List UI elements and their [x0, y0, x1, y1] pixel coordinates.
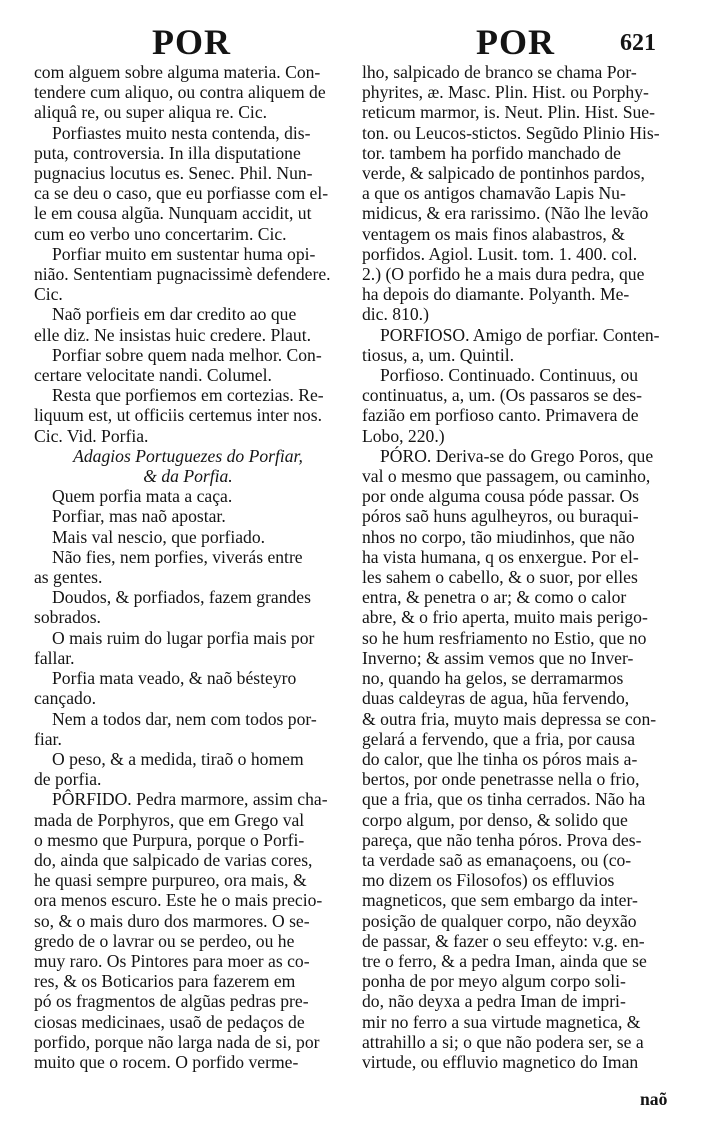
text-line: duas caldeyras de agua, hũa fervendo,: [362, 688, 630, 709]
text-line: ventagem os mais finos alabastros, &: [362, 223, 625, 244]
text-line: Inverno; & assim vemos que no Inver-: [362, 647, 634, 668]
text-line: sobrados.: [34, 607, 101, 628]
text-line: Porfiastes muito nesta contenda, dis-: [52, 122, 311, 143]
text-line: tor. tambem ha porfido manchado de: [362, 142, 621, 163]
text-line: PÓRO. Deriva-se do Grego Poros, que: [380, 445, 654, 466]
text-line: póros saõ huns agulheyros, ou buraqui-: [362, 506, 639, 527]
text-line: de passar, & fazer o seu effeyto: v.g. en-: [362, 930, 645, 951]
text-line: do, não deyxa a pedra Iman de impri-: [362, 991, 626, 1012]
text-line: nião. Sententiam pugnacissimè defendere.: [34, 264, 331, 285]
text-line: muy raro. Os Pintores para moer as co-: [34, 950, 310, 971]
catchword: naõ: [640, 1089, 668, 1109]
text-line: ta verdade saõ as emanaçoens, ou (co-: [362, 849, 632, 870]
text-line: entra, & penetra o ar; & como o calor: [362, 587, 627, 608]
text-line: verde, & salpicado de pontinhos pardos,: [362, 163, 645, 184]
text-line: reticum marmor, is. Neut. Plin. Hist. Sue-: [362, 102, 655, 123]
text-line: ponha de por meyo algum corpo soli-: [362, 971, 626, 992]
text-line: Mais val nescio, que porfiado.: [52, 526, 266, 547]
page-number: 621: [620, 30, 656, 56]
text-line: do, ainda que salpicado de varias cores,: [34, 849, 313, 870]
text-line: certare velocitate nandi. Columel.: [34, 365, 272, 386]
text-line: liquum est, ut officiis certemus inter nos.: [34, 405, 322, 426]
text-line: porfido, porque não larga nada de si, por: [34, 1031, 320, 1052]
text-line: val o mesmo que passagem, ou caminho,: [362, 466, 651, 487]
text-line: virtude, ou effluvio magnetico do Iman: [362, 1051, 639, 1072]
running-head-right: POR: [476, 22, 555, 62]
text-line: elle diz. Ne insistas huic credere. Plaut.: [34, 324, 312, 345]
text-line: fazião em porfioso canto. Primavera de: [362, 405, 639, 426]
text-line: ca se deu o caso, que eu porfiasse com el-: [34, 183, 329, 204]
text-line: gelará a fervendo, que a fria, por causa: [362, 728, 636, 749]
text-line: Cic. Vid. Porfia.: [34, 425, 149, 446]
text-line: pugnacius locutus es. Senec. Phil. Nun-: [34, 163, 313, 184]
text-line: res, & os Boticarios para fazerem em: [34, 971, 296, 992]
text-line: mada de Porphyros, que em Grego val: [34, 809, 305, 830]
text-line: a que os antigos chamavão Lapis Nu-: [362, 183, 626, 204]
left-column: [34, 62, 342, 1072]
text-line: midicus, & era rarissimo. (Não lhe levão: [362, 203, 649, 224]
text-line: tiosus, a, um. Quintil.: [362, 344, 514, 365]
text-line: no, quando ha gelos, se derramarmos: [362, 668, 624, 689]
text-line: nhos no corpo, tão miudinhos, que não: [362, 526, 635, 547]
text-line: PÔRFIDO. Pedra marmore, assim cha-: [52, 789, 328, 810]
text-line: le em cousa algũa. Nunquam accidit, ut: [34, 203, 312, 224]
text-line: do calor, que lhe tinha os póros mais a-: [362, 748, 638, 769]
text-line: Doudos, & porfiados, fazem grandes: [52, 587, 311, 608]
text-line: ora menos escuro. Este he o mais precio-: [34, 890, 323, 911]
text-line: Cic.: [34, 284, 63, 305]
text-line: pó os fragmentos de algũas pedras pre-: [34, 991, 309, 1012]
text-line: fallar.: [34, 647, 75, 668]
text-line: abre, & o frio aperta, muito mais perigo-: [362, 607, 648, 628]
text-line: muito que o rocem. O porfido verme-: [34, 1051, 299, 1072]
text-line: fiar.: [34, 728, 62, 749]
text-line: he quasi sempre purpureo, ora mais, &: [34, 870, 307, 891]
text-line: mir no ferro a sua virtude magnetica, &: [362, 1011, 641, 1032]
text-line: Resta que porfiemos em cortezias. Re-: [52, 385, 324, 406]
text-line: bertos, por onde penetrasse nella o frio,: [362, 769, 640, 790]
text-line: mo dizem os Filosofos) os effluvios: [362, 870, 615, 891]
text-line: pareça, que não tenha póros. Prova des-: [362, 829, 642, 850]
text-line: 2.) (O porfido he a mais dura pedra, que: [362, 264, 645, 285]
text-line: ton. ou Leucos-stictos. Segũdo Plinio His-: [362, 122, 660, 143]
text-line: Lobo, 220.): [362, 425, 445, 446]
text-line: Porfiar sobre quem nada melhor. Con-: [52, 344, 322, 365]
text-line: cum eo verbo uno concertarim. Cic.: [34, 223, 287, 244]
text-line: continuatus, a, um. (Os passaros se des-: [362, 385, 642, 406]
text-line: posição de qualquer corpo, não deyxão: [362, 910, 637, 931]
text-line: & outra fria, muyto mais depressa se con-: [362, 708, 657, 729]
text-line: corpo algum, por denso, & solido que: [362, 809, 628, 830]
text-line: ha vista humana, q os enxergue. Por el-: [362, 546, 639, 567]
text-line: so, & o mais duro dos marmores. O se-: [34, 910, 310, 931]
text-line: Porfioso. Continuado. Continuus, ou: [380, 365, 639, 386]
running-head-left: POR: [152, 22, 231, 62]
text-line: as gentes.: [34, 567, 103, 588]
text-line: phyrites, æ. Masc. Plin. Hist. ou Porphy-: [362, 82, 649, 103]
text-line: aliquâ re, ou super aliqua re. Cic.: [34, 102, 268, 123]
text-line: dic. 810.): [362, 304, 429, 325]
text-line: tre o ferro, & a pedra Iman, ainda que se: [362, 950, 647, 971]
text-line: por onde alguma cousa póde passar. Os: [362, 486, 640, 507]
text-line: lho, salpicado de branco se chama Por-: [362, 62, 637, 82]
right-column: [362, 62, 670, 1072]
text-line: Nem a todos dar, nem com todos por-: [52, 708, 317, 729]
text-line: O peso, & a medida, tiraõ o homem: [52, 748, 304, 769]
text-line: Porfiar, mas naõ apostar.: [52, 506, 226, 527]
text-line: porfidos. Agiol. Lusit. tom. 1. 400. col.: [362, 243, 638, 264]
text-line: Naõ porfieis em dar credito ao que: [52, 304, 297, 325]
text-line: PORFIOSO. Amigo de porfiar. Conten-: [380, 324, 660, 345]
text-line: les sahem o cabello, & o suor, por elles: [362, 567, 638, 588]
text-line: & da Porfia.: [143, 466, 233, 487]
text-line: Adagios Portuguezes do Porfiar,: [73, 445, 303, 466]
text-line: de porfia.: [34, 769, 102, 790]
text-line: Porfiar muito em sustentar huma opi-: [52, 243, 316, 264]
text-line: O mais ruim do lugar porfia mais por: [52, 627, 315, 648]
text-line: so he hum resfriamento no Estio, que no: [362, 627, 647, 648]
text-line: puta, controversia. In illa disputatione: [34, 142, 301, 163]
text-line: que a fria, que os tinha cerrados. Não ha: [362, 789, 646, 810]
text-line: o mesmo que Purpura, porque o Porfi-: [34, 829, 305, 850]
text-line: attrahillo a si; o que não podera ser, se a: [362, 1031, 644, 1052]
text-line: ha depois do diamante. Polyanth. Me-: [362, 284, 630, 305]
text-line: tendere cum aliquo, ou contra aliquem de: [34, 82, 326, 103]
text-line: cançado.: [34, 688, 97, 709]
text-line: gredo de o lavrar ou se perdeo, ou he: [34, 930, 295, 951]
text-line: Porfia mata veado, & naõ bésteyro: [52, 668, 297, 689]
text-line: ciosas medicinaes, usaõ de pedaços de: [34, 1011, 305, 1032]
text-line: magneticos, que sem embargo da inter-: [362, 890, 638, 911]
text-line: com alguem sobre alguma materia. Con-: [34, 62, 321, 82]
text-line: Não fies, nem porfies, viverás entre: [52, 546, 303, 567]
text-line: Quem porfia mata a caça.: [52, 486, 233, 507]
